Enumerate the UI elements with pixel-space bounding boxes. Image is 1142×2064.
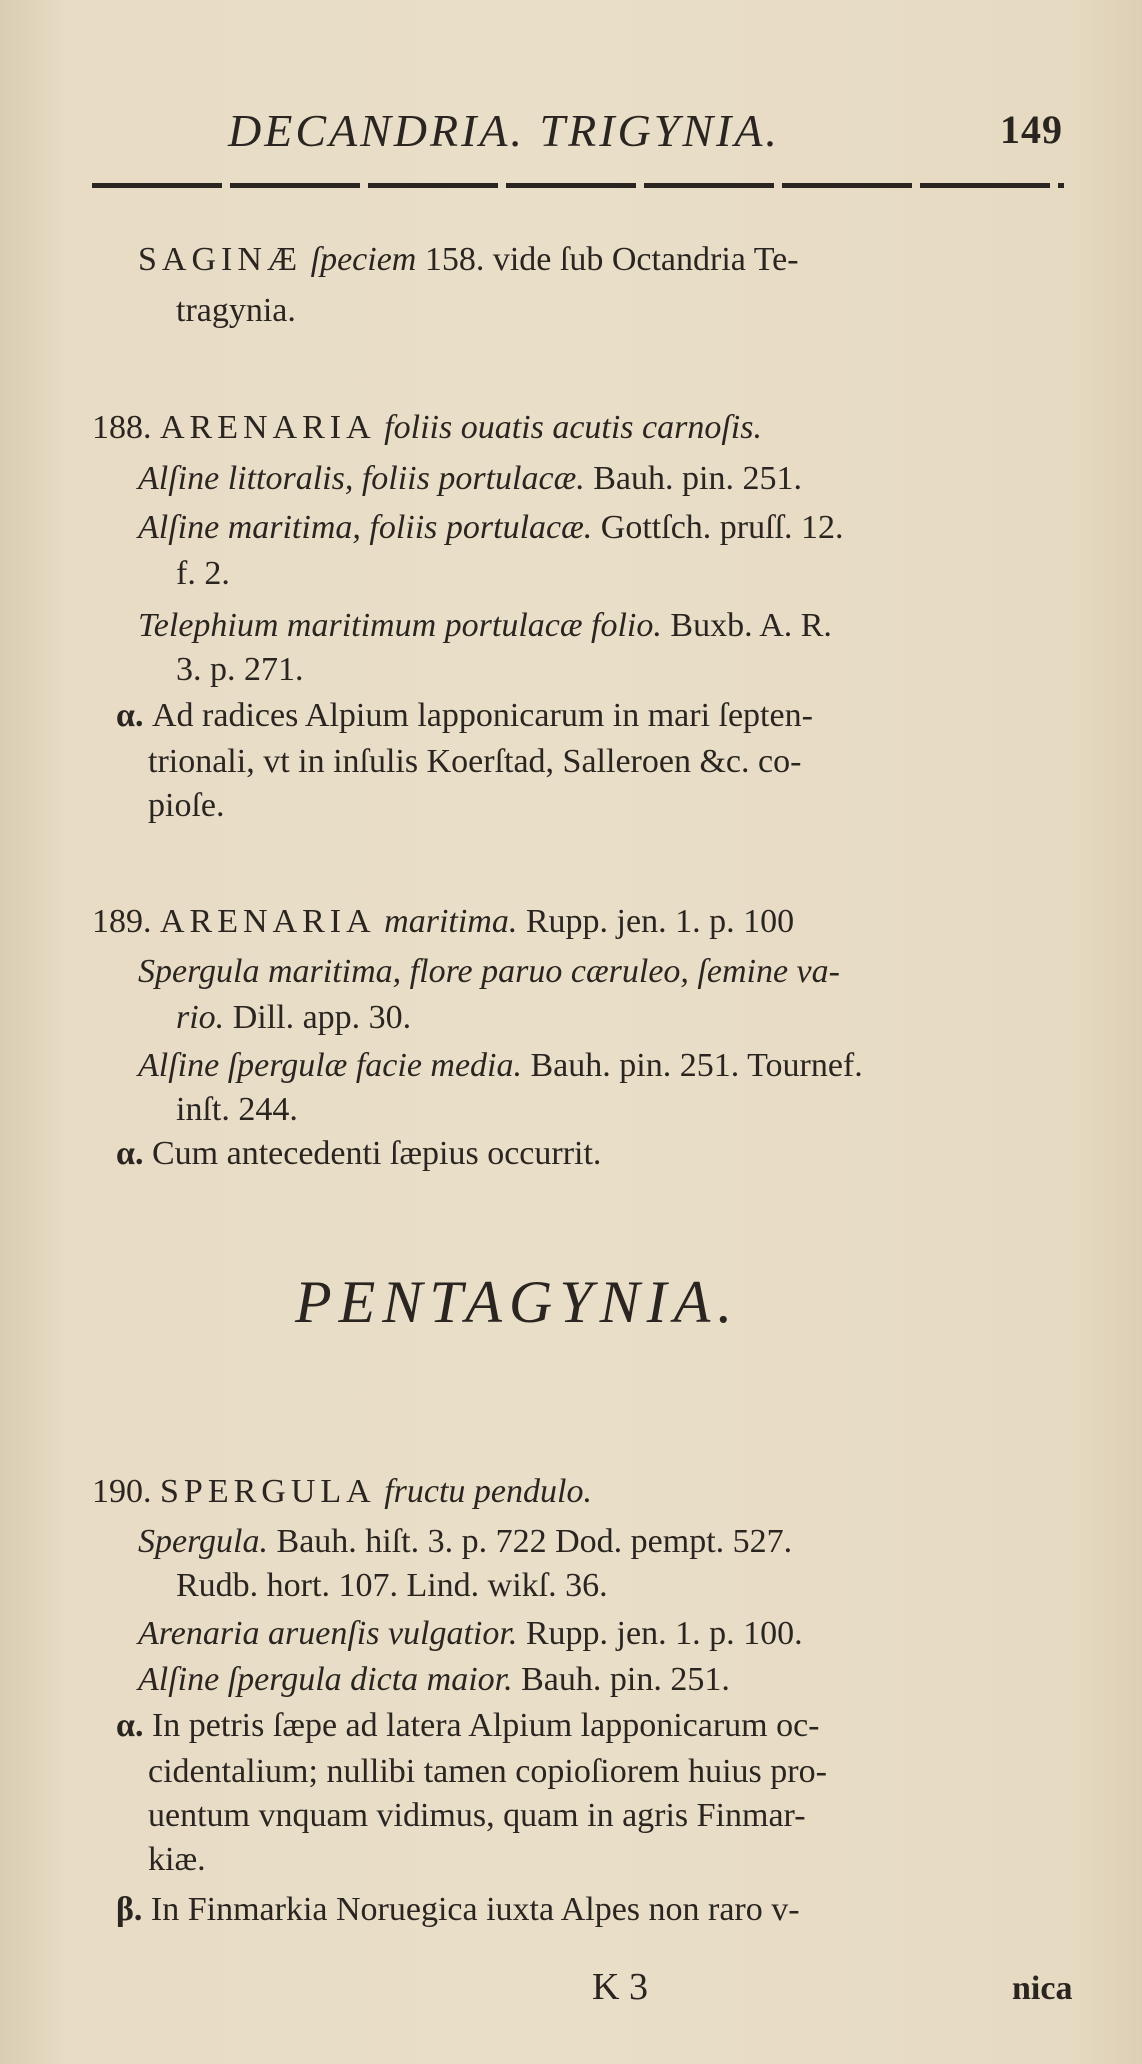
reference: Rupp. jen. 1. p. 100. — [525, 1615, 803, 1652]
note-text: Cum antecedenti ſæpius occurrit. — [151, 1135, 602, 1172]
entry-number: 188. — [92, 409, 152, 446]
entry-190-note-a-line-4: kiæ. — [148, 1841, 206, 1878]
sagina-note-line-1 — [138, 240, 799, 280]
entry-189-synonym-2-cont: inſt. 244. — [176, 1091, 298, 1128]
entry-189-heading — [92, 902, 794, 942]
diagnosis: foliis ouatis acutis carnoſis. — [384, 409, 762, 446]
note-text: In petris ſæpe ad latera Alpium lapponicarum oc- — [151, 1707, 820, 1744]
catchword: nica — [1012, 1970, 1073, 2007]
entry-190-synonym-1 — [138, 1522, 792, 1562]
entry-188-synonym-3 — [138, 606, 832, 646]
reference: Gottſch. pruſſ. 12. — [600, 509, 844, 546]
reference: Buxb. A. R. — [670, 607, 832, 644]
note-marker: α. — [116, 1707, 144, 1744]
note-marker: α. — [116, 697, 144, 734]
entry-188-synonym-3-cont: 3. p. 271. — [176, 651, 304, 688]
entry-188-note-line-2: trionali, vt in inſulis Koerſtad, Salleroen &c. co- — [148, 743, 802, 780]
synonym-name: Spergula. — [138, 1523, 269, 1560]
diagnosis: maritima. — [384, 903, 518, 940]
entry-190-note-a-line-3: uentum vnquam vidimus, quam in agris Finmar- — [148, 1797, 806, 1834]
synonym-name: rio. — [176, 999, 225, 1036]
entry-190-heading — [92, 1472, 592, 1512]
entry-number: 189. — [92, 903, 152, 940]
entry-188-note-line-1 — [116, 696, 813, 736]
genus-name: SAGINÆ — [138, 241, 303, 278]
page-number: 149 — [1000, 107, 1063, 152]
synonym-name: Arenaria aruenſis vulgatior. — [138, 1615, 518, 1652]
italic-term: ſpeciem — [310, 241, 417, 278]
entry-189-synonym-1-cont — [176, 998, 411, 1038]
diagnosis: fructu pendulo. — [384, 1473, 592, 1510]
entry-188-synonym-2 — [138, 508, 844, 548]
section-heading: PENTAGYNIA. — [295, 1269, 740, 1335]
reference: Bauh. pin. 251. — [593, 460, 802, 497]
entry-190-note-b-line-1 — [116, 1890, 800, 1930]
synonym-name: Telephium maritimum portulacæ folio. — [138, 607, 662, 644]
sagina-note-line-2: tragynia. — [176, 292, 296, 329]
genus-name: ARENARIA — [160, 409, 376, 446]
entry-190-note-a-line-2: cidentalium; nullibi tamen copioſiorem huius pro- — [148, 1753, 827, 1790]
running-title: DECANDRIA. TRIGYNIA. — [228, 105, 780, 156]
genus-name: SPERGULA — [160, 1473, 376, 1510]
entry-188-note-line-3: pioſe. — [148, 787, 225, 824]
entry-189-synonym-1 — [138, 952, 840, 992]
entry-190-synonym-3 — [138, 1660, 730, 1700]
entry-188-synonym-2-cont: f. 2. — [176, 555, 230, 592]
entry-189-synonym-2 — [138, 1046, 863, 1086]
synonym-name: Alſine ſpergulæ facie media. — [138, 1047, 522, 1084]
note-marker: β. — [116, 1891, 143, 1928]
synonym-name: Spergula maritima, flore paruo cæruleo, ſemine va- — [138, 953, 840, 990]
reference: Bauh. pin. 251. — [521, 1661, 730, 1698]
note-marker: α. — [116, 1135, 144, 1172]
note-text: In Finmarkia Noruegica iuxta Alpes non raro v- — [150, 1891, 800, 1928]
entry-189-note-line-1 — [116, 1134, 601, 1174]
reference: Bauh. pin. 251. Tournef. — [530, 1047, 863, 1084]
signature-mark: K 3 — [592, 1966, 648, 2008]
reference: Rupp. jen. 1. p. 100 — [525, 903, 795, 940]
reference: Dill. app. 30. — [232, 999, 412, 1036]
synonym-name: Alſine maritima, foliis portulacæ. — [138, 509, 593, 546]
synonym-name: Alſine littoralis, foliis portulacæ. — [138, 460, 585, 497]
entry-190-synonym-1-cont: Rudb. hort. 107. Lind. wikſ. 36. — [176, 1567, 608, 1604]
entry-190-note-a-line-1 — [116, 1706, 820, 1746]
entry-190-synonym-2 — [138, 1614, 803, 1654]
entry-188-heading — [92, 408, 762, 448]
header-rule — [92, 183, 1064, 188]
reference: Bauh. hiſt. 3. p. 722 Dod. pempt. 527. — [276, 1523, 793, 1560]
entry-188-synonym-1 — [138, 459, 802, 499]
entry-number: 190. — [92, 1473, 152, 1510]
genus-name: ARENARIA — [160, 903, 376, 940]
note-text: Ad radices Alpium lapponicarum in mari ſepten- — [151, 697, 813, 734]
text-run: 158. vide ſub Octandria Te- — [424, 241, 799, 278]
synonym-name: Alſine ſpergula dicta maior. — [138, 1661, 513, 1698]
page-header — [0, 100, 1142, 160]
